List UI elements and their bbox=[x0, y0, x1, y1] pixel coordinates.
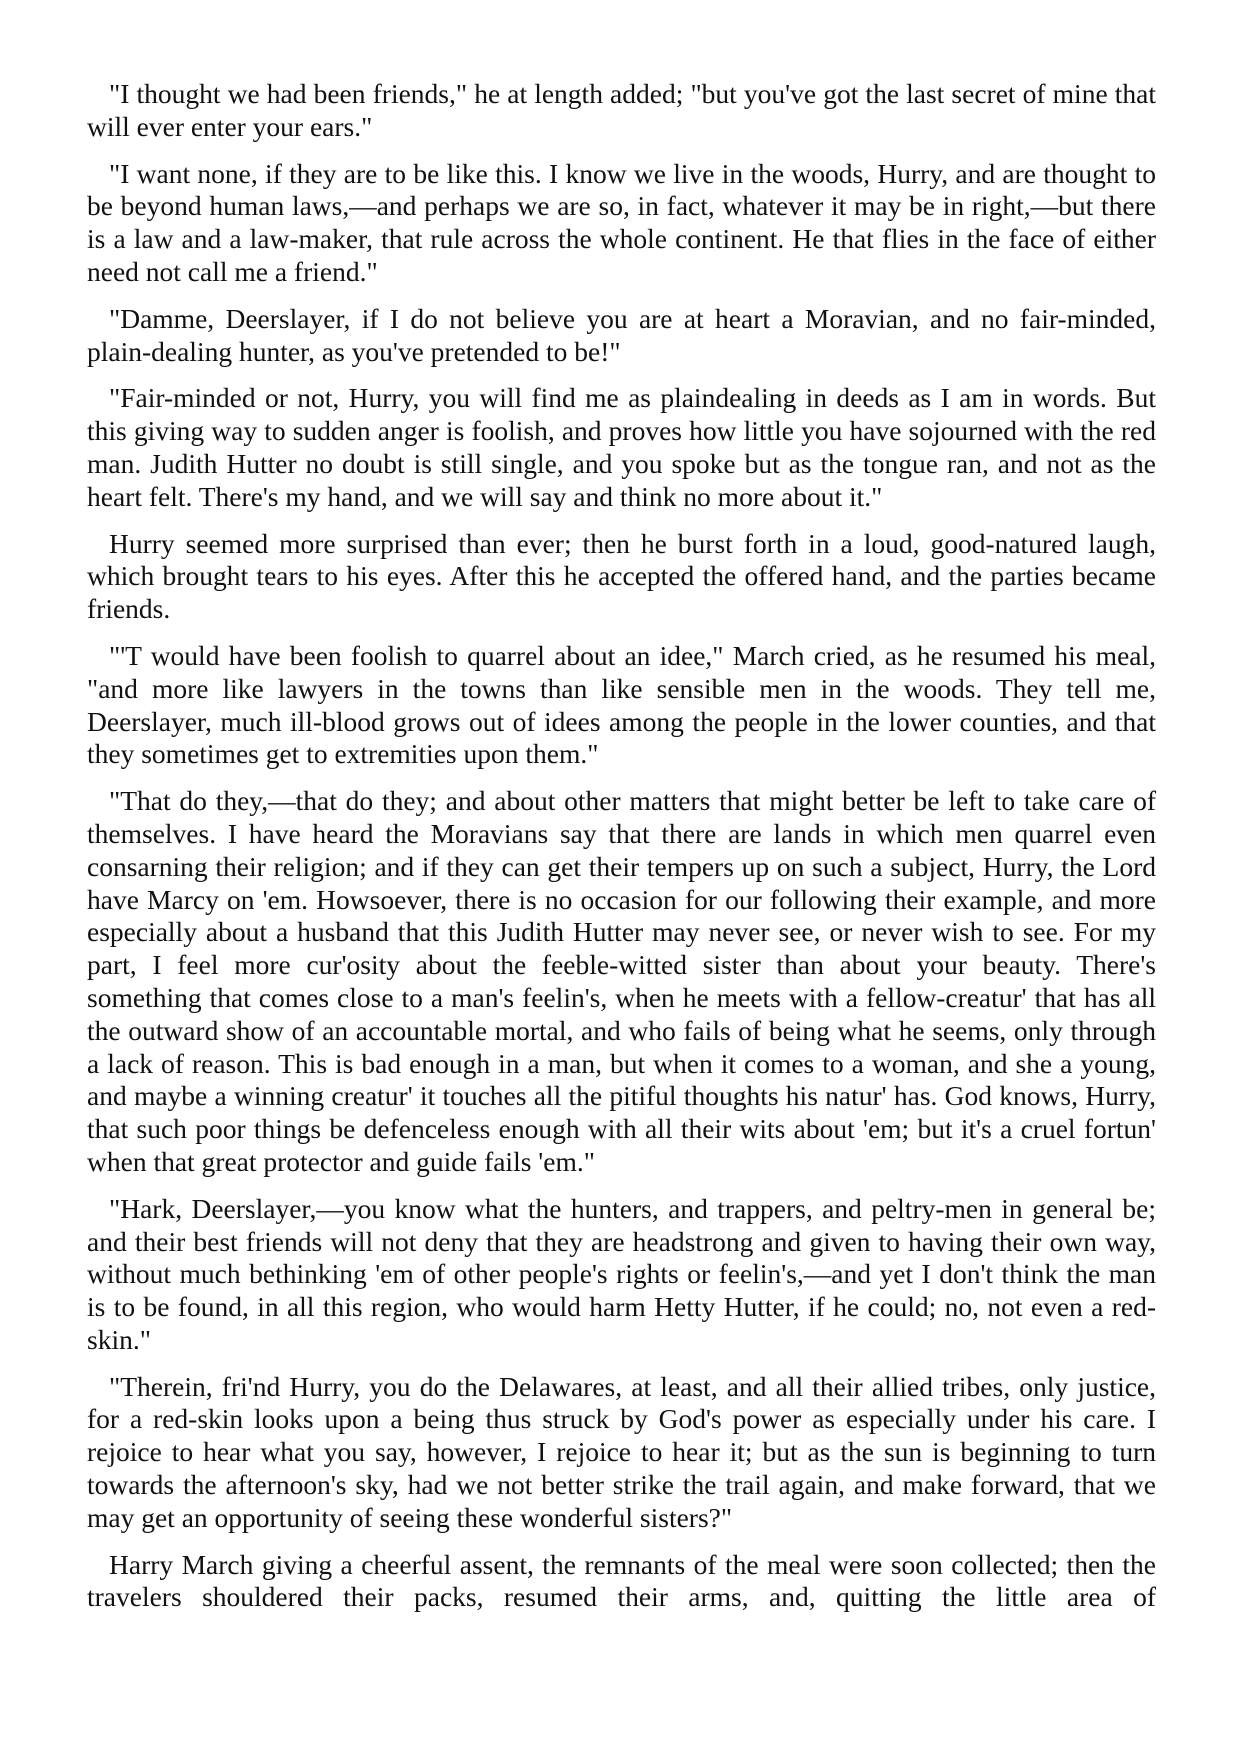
paragraph-2: "I want none, if they are to be like this. I know we live in the woods, Hurry, and are thought to be beyond human laws,—and perhaps we are so, in fact, whatever it may be in right,—but there is a law and a law-maker, that rule across the whole continent. He that flies in the face of either need not call me a friend." bbox=[87, 157, 1156, 287]
paragraph-1: "I thought we had been friends," he at length added; "but you've got the last secret of mine that will ever enter your ears." bbox=[87, 78, 1156, 142]
book-page-text bbox=[87, 78, 1156, 1628]
paragraph-3: "Damme, Deerslayer, if I do not believe you are at heart a Moravian, and no fair-minded, plain-dealing hunter, as you've pretended to be!" bbox=[87, 302, 1156, 367]
paragraph-5: Hurry seemed more surprised than ever; then he burst forth in a loud, good-natured laugh, which brought tears to his eyes. After this he accepted the offered hand, and the parties became friends. bbox=[87, 527, 1156, 625]
paragraph-6: "'T would have been foolish to quarrel about an idee," March cried, as he resumed his meal, "and more like lawyers in the towns than like sensible men in the woods. They tell me, Deerslayer, much ill-blood grows out of idees among the people in the lower counties, and that they sometimes get to extremities upon them." bbox=[87, 639, 1156, 770]
paragraph-9: "Therein, fri'nd Hurry, you do the Delawares, at least, and all their allied tribes, only justice, for a red-skin looks upon a being thus struck by God's power as especially under his care. I rejoice to hear what you say, however, I rejoice to hear it; but as the sun is beginning to turn towards the afternoon's sky, had we not better strike the trail again, and make forward, that we may get an opportunity of seeing these wonderful sisters?" bbox=[87, 1370, 1156, 1533]
paragraph-10: Harry March giving a cheerful assent, the remnants of the meal were soon collected; then the travelers shouldered their packs, resumed their arms, and, quitting the little area of bbox=[87, 1548, 1156, 1613]
paragraph-7: "That do they,—that do they; and about other matters that might better be left to take care of themselves. I have heard the Moravians say that there are lands in which men quarrel even consarning their religion; and if they can get their tempers up on such a subject, Hurry, the Lord have Marcy on 'em. Howsoever, there is no occasion for our following their example, and more especially about a husband that this Judith Hutter may never see, or never wish to see. For my part, I feel more cur'osity about the feeble-witted sister than about your beauty. There's something that comes close to a man's feelin's, when he meets with a fellow-creatur' that has all the outward show of an accountable mortal, and who fails of being what he seems, only through a lack of reason. This is bad enough in a man, but when it comes to a woman, and she a young, and maybe a winning creatur' it touches all the pitiful thoughts his natur' has. God knows, Hurry, that such poor things be defenceless enough with all their wits about 'em; but it's a cruel fortun' when that great protector and guide fails 'em." bbox=[87, 785, 1156, 1177]
paragraph-8: "Hark, Deerslayer,—you know what the hunters, and trappers, and peltry-men in general be; and their best friends will not deny that they are headstrong and given to having their own way, without much bethinking 'em of other people's rights or feelin's,—and yet I don't think the man is to be found, in all this region, who would harm Hetty Hutter, if he could; no, not even a red-skin." bbox=[87, 1192, 1156, 1355]
paragraph-4: "Fair-minded or not, Hurry, you will find me as plaindealing in deeds as I am in words. But this giving way to sudden anger is foolish, and proves how little you have sojourned with the red man. Judith Hutter no doubt is still single, and you spoke but as the tongue ran, and not as the heart felt. There's my hand, and we will say and think no more about it." bbox=[87, 382, 1156, 512]
